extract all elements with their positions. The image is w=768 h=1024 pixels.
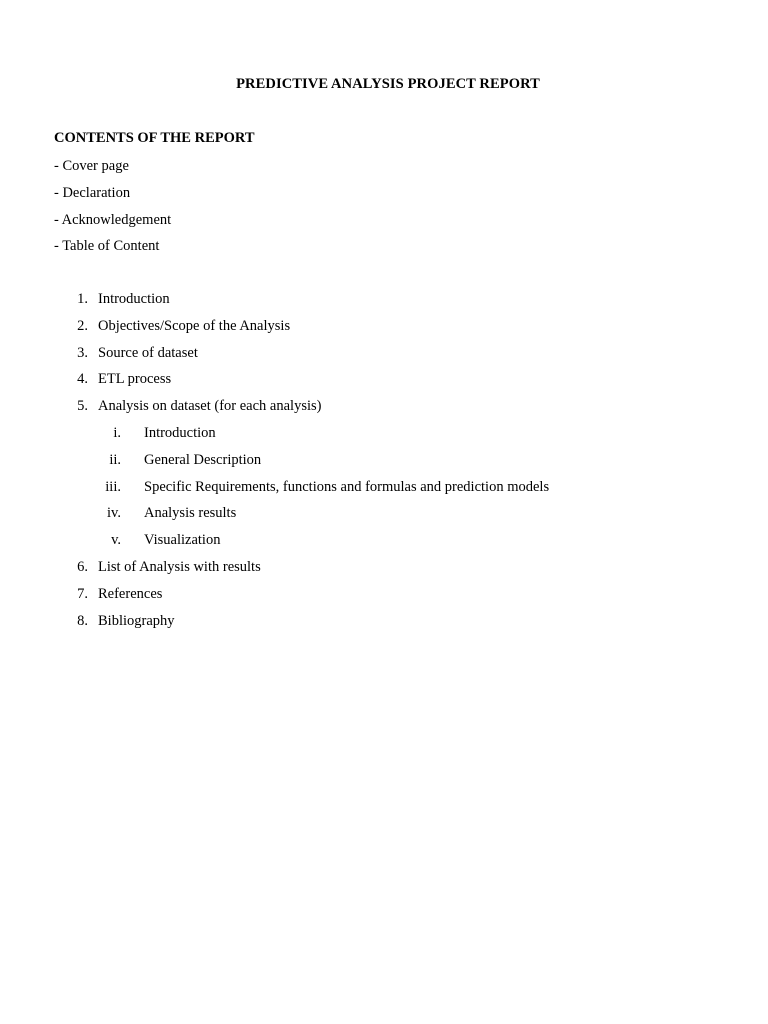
subsection-label: Analysis results xyxy=(144,505,237,522)
section-number: 7. xyxy=(77,585,88,602)
section-label: Objectives/Scope of the Analysis xyxy=(98,317,291,334)
section-item xyxy=(0,370,768,397)
subsection-number: i. xyxy=(113,424,121,441)
front-matter-item: - Acknowledgement xyxy=(54,211,172,228)
subsection-label: General Description xyxy=(144,451,262,468)
section-label: Bibliography xyxy=(98,612,175,629)
section-label: References xyxy=(98,585,163,602)
subsection-item xyxy=(0,531,768,558)
section-number: 5. xyxy=(77,398,88,415)
subsection-number: v. xyxy=(111,532,121,549)
section-label: List of Analysis with results xyxy=(98,558,261,575)
subsection-item xyxy=(0,504,768,531)
section-item xyxy=(0,317,768,344)
section-number: 1. xyxy=(77,291,88,307)
subsection-number: iv. xyxy=(107,505,121,522)
front-matter-item: - Table of Content xyxy=(54,238,160,255)
section-number: 3. xyxy=(77,344,88,361)
front-matter-list xyxy=(54,157,171,264)
section-item xyxy=(0,344,768,371)
subsection-item xyxy=(0,451,768,478)
section-label: Introduction xyxy=(98,291,170,307)
subsection-item xyxy=(0,424,768,451)
section-item xyxy=(0,290,768,317)
front-matter-item: - Cover page xyxy=(54,158,129,174)
subsection-label: Specific Requirements, functions and formulas and prediction models xyxy=(144,478,550,495)
section-item xyxy=(0,558,768,585)
section-label: Source of dataset xyxy=(98,344,198,361)
front-matter-item: - Declaration xyxy=(54,184,131,201)
subsection-label: Introduction xyxy=(144,424,216,441)
subsection-number: iii. xyxy=(105,478,121,495)
section-number: 6. xyxy=(77,558,88,575)
section-item xyxy=(0,585,768,612)
contents-heading: CONTENTS OF THE REPORT xyxy=(54,130,255,146)
section-number: 8. xyxy=(77,612,88,629)
section-number: 2. xyxy=(77,317,88,334)
sections-list xyxy=(0,290,768,638)
subsection-label: Visualization xyxy=(144,532,221,549)
subsection-item xyxy=(0,478,768,505)
section-label: ETL process xyxy=(98,371,172,388)
section-item xyxy=(0,397,768,424)
subsection-number: ii. xyxy=(109,451,121,468)
report-title: PREDICTIVE ANALYSIS PROJECT REPORT xyxy=(236,76,540,92)
section-number: 4. xyxy=(77,371,88,388)
section-label: Analysis on dataset (for each analysis) xyxy=(98,398,322,415)
section-item xyxy=(0,612,768,639)
